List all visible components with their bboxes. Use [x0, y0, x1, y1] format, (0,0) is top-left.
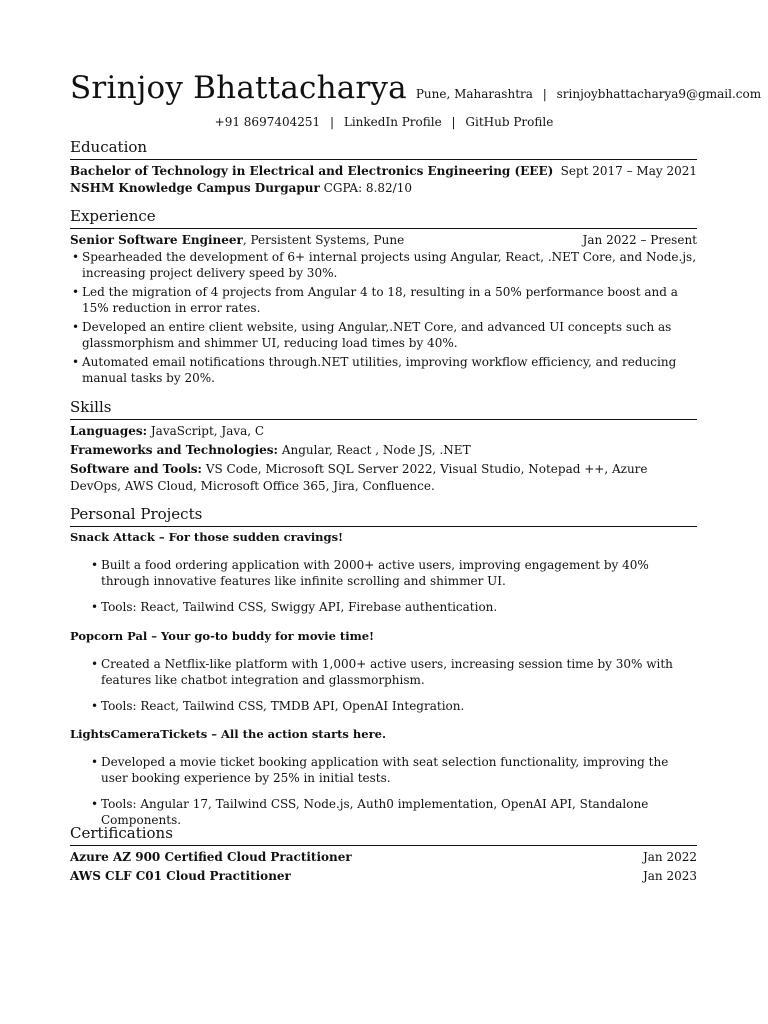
- skills-value: JavaScript, Java, C: [147, 424, 265, 438]
- certifications-title: Certifications: [70, 824, 697, 846]
- certification-date: Jan 2022: [642, 850, 697, 864]
- github-link[interactable]: GitHub Profile: [465, 115, 554, 129]
- skills-languages: [70, 423, 697, 440]
- experience-dates: Jan 2022 – Present: [582, 233, 697, 247]
- separator: |: [451, 115, 456, 129]
- contact-top: [416, 87, 761, 101]
- separator: |: [542, 87, 547, 101]
- skills-frameworks: [70, 442, 697, 459]
- projects-title: Personal Projects: [70, 505, 697, 527]
- job-role: Senior Software Engineer: [70, 233, 243, 247]
- skills-title: Skills: [70, 398, 697, 420]
- project-bullets: [70, 557, 697, 615]
- project-title: LightsCameraTickets – All the action starts here.: [70, 727, 386, 741]
- header-top: [70, 70, 762, 106]
- experience-section: [70, 207, 697, 389]
- education-school-row: [70, 180, 697, 197]
- job-company: , Persistent Systems, Pune: [242, 233, 405, 247]
- linkedin-link[interactable]: LinkedIn Profile: [343, 115, 442, 129]
- skills-label: Software and Tools:: [70, 462, 202, 476]
- location: Pune, Maharashtra: [415, 87, 533, 101]
- projects-section: [70, 505, 697, 530]
- phone: +91 8697404251: [214, 115, 321, 129]
- certification-name: AWS CLF C01 Cloud Practitioner: [70, 869, 291, 883]
- education-degree-row: [70, 163, 697, 180]
- list-item: • Tools: React, Tailwind CSS, Swiggy API, Firebase authentication.: [89, 599, 697, 615]
- project-bullets: [70, 656, 697, 714]
- experience-bullets: [70, 249, 697, 386]
- project-snack-attack: [70, 529, 697, 625]
- degree: Bachelor of Technology in Electrical and Electronics Engineering (EEE): [70, 164, 554, 178]
- gpa: CGPA: 8.82/10: [323, 181, 412, 195]
- list-item: • Built a food ordering application with 2000+ active users, improving engagement by 40% through innovative features like infinite scrolling and shimmer UI.: [89, 557, 697, 589]
- list-item: • Automated email notifications through.NET utilities, improving workflow efficiency, and reducing manual tasks by 20%.: [70, 354, 697, 386]
- project-popcorn-pal: [70, 628, 697, 724]
- list-item: • Led the migration of 4 projects from Angular 4 to 18, resulting in a 50% performance boost and a 15% reduction in error rates.: [70, 284, 697, 316]
- header-contact-line: [0, 115, 768, 129]
- education-title: Education: [70, 138, 697, 160]
- experience-title: Experience: [70, 207, 697, 229]
- certification-name: Azure AZ 900 Certified Cloud Practitioner: [70, 850, 352, 864]
- project-title: Snack Attack – For those sudden cravings!: [70, 530, 344, 544]
- skills-section: [70, 398, 697, 497]
- school: NSHM Knowledge Campus Durgapur: [70, 181, 320, 195]
- list-item: • Tools: React, Tailwind CSS, TMDB API, OpenAI Integration.: [89, 698, 697, 714]
- email-link[interactable]: srinjoybhattacharya9@gmail.com: [556, 87, 762, 101]
- experience-role-row: [70, 232, 697, 249]
- project-bullets: [70, 754, 697, 828]
- list-item: • Created a Netflix-like platform with 1,000+ active users, increasing session time by 30% with features like chatbot integration and glassmorphism.: [89, 656, 697, 688]
- list-item: • Tools: Angular 17, Tailwind CSS, Node.js, Auth0 implementation, OpenAI API, Standalone Components.: [89, 796, 697, 828]
- skills-label: Frameworks and Technologies:: [70, 443, 278, 457]
- list-item: • Developed a movie ticket booking application with seat selection functionality, improving the user booking experience by 25% in initial tests.: [89, 754, 697, 786]
- certifications-section: [70, 824, 697, 885]
- project-lights-camera-tickets: [70, 726, 697, 838]
- project-title: Popcorn Pal – Your go-to buddy for movie time!: [70, 629, 375, 643]
- certification-row: [70, 849, 697, 866]
- certification-date: Jan 2023: [642, 869, 697, 883]
- skills-value: VS Code, Microsoft SQL Server 2022, Visual Studio, Notepad ++, Azure DevOps, AWS Cloud, Microsoft Office 365, Jira, Confluence.: [70, 462, 648, 493]
- separator: |: [329, 115, 335, 129]
- skills-label: Languages:: [70, 424, 148, 438]
- skills-value: Angular, React , Node JS, .NET: [278, 443, 471, 457]
- list-item: • Developed an entire client website, using Angular,.NET Core, and advanced UI concepts such as glassmorphism and shimmer UI, reducing load times by 40%.: [70, 319, 697, 351]
- certification-row: [70, 868, 697, 885]
- candidate-name: Srinjoy Bhattacharya: [70, 70, 407, 106]
- education-dates: Sept 2017 – May 2021: [560, 164, 697, 178]
- education-section: [70, 138, 697, 197]
- list-item: • Spearheaded the development of 6+ internal projects using Angular, React, .NET Core, and Node.js, increasing project delivery speed by 30%.: [70, 249, 697, 281]
- skills-tools: [70, 461, 697, 495]
